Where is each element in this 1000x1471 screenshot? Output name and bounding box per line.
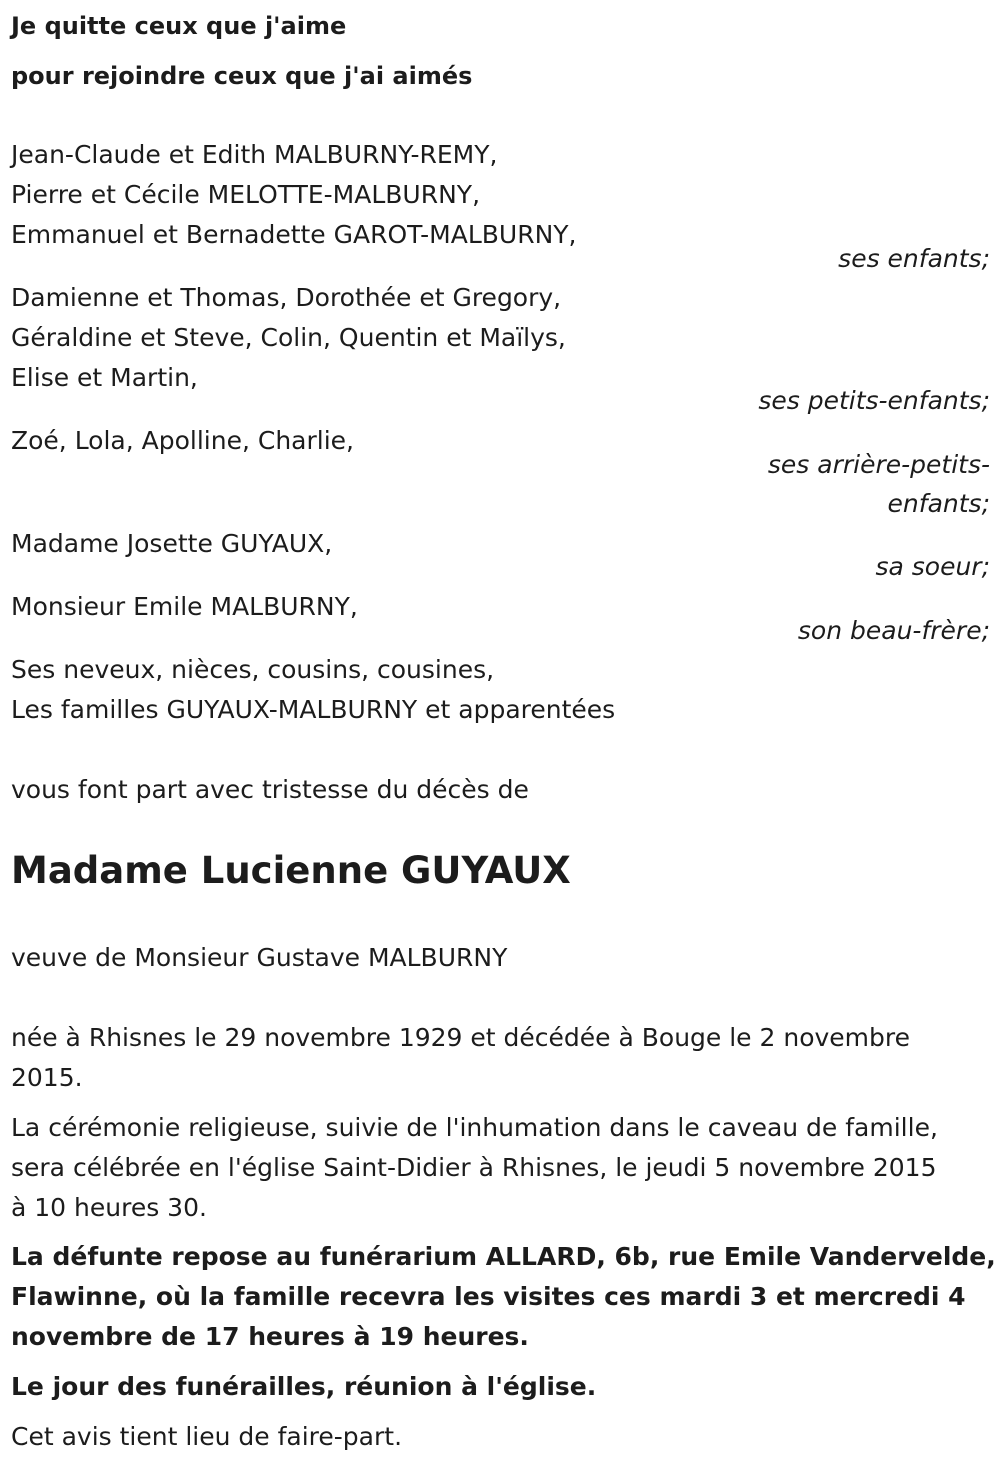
- brother-in-law-name: Monsieur Emile MALBURNY,: [11, 592, 358, 621]
- epigraph-line-2: pour rejoindre ceux que j'ai aimés: [11, 62, 473, 90]
- great-grandchildren-relation-2: enfants;: [887, 489, 990, 518]
- children-line-3: Emmanuel et Bernadette GAROT-MALBURNY,: [11, 220, 577, 249]
- funerarium-line-3: novembre de 17 heures à 19 heures.: [11, 1322, 529, 1351]
- great-grandchildren-relation-1: ses arrière-petits-: [767, 450, 990, 479]
- ceremony-line-2: sera célébrée en l'église Saint-Didier à Rhisnes, le jeudi 5 novembre 2015: [11, 1153, 937, 1182]
- grandchildren-relation: ses petits-enfants;: [758, 386, 990, 415]
- ceremony-line-1: La cérémonie religieuse, suivie de l'inhumation dans le caveau de famille,: [11, 1113, 938, 1142]
- ceremony-line-3: à 10 heures 30.: [11, 1193, 207, 1222]
- funerarium-line-2: Flawinne, où la famille recevra les visites ces mardi 3 et mercredi 4: [11, 1282, 966, 1311]
- grandchildren-line-2: Géraldine et Steve, Colin, Quentin et Maïlys,: [11, 323, 566, 352]
- meeting-note: Le jour des funérailles, réunion à l'église.: [11, 1372, 597, 1401]
- great-grandchildren-line: Zoé, Lola, Apolline, Charlie,: [11, 426, 354, 455]
- birth-death-line-2: 2015.: [11, 1063, 83, 1092]
- sister-name: Madame Josette GUYAUX,: [11, 529, 333, 558]
- children-line-2: Pierre et Cécile MELOTTE-MALBURNY,: [11, 180, 481, 209]
- widow-of: veuve de Monsieur Gustave MALBURNY: [11, 943, 508, 972]
- announcement: vous font part avec tristesse du décès de: [11, 775, 529, 804]
- sister-relation: sa soeur;: [875, 552, 990, 581]
- grandchildren-line-1: Damienne et Thomas, Dorothée et Gregory,: [11, 283, 562, 312]
- closing-note: Cet avis tient lieu de faire-part.: [11, 1422, 403, 1451]
- brother-in-law-relation: son beau-frère;: [797, 616, 990, 645]
- children-relation: ses enfants;: [838, 244, 990, 273]
- grandchildren-line-3: Elise et Martin,: [11, 363, 198, 392]
- birth-death-line-1: née à Rhisnes le 29 novembre 1929 et décédée à Bouge le 2 novembre: [11, 1023, 911, 1052]
- others-line-2: Les familles GUYAUX-MALBURNY et apparentées: [11, 695, 616, 724]
- deceased-name: Madame Lucienne GUYAUX: [11, 849, 571, 892]
- epigraph-line-1: Je quitte ceux que j'aime: [11, 12, 347, 40]
- others-line-1: Ses neveux, nièces, cousins, cousines,: [11, 655, 495, 684]
- children-line-1: Jean-Claude et Edith MALBURNY-REMY,: [11, 140, 498, 169]
- funerarium-line-1: La défunte repose au funérarium ALLARD, 6b, rue Emile Vandervelde,: [11, 1242, 996, 1271]
